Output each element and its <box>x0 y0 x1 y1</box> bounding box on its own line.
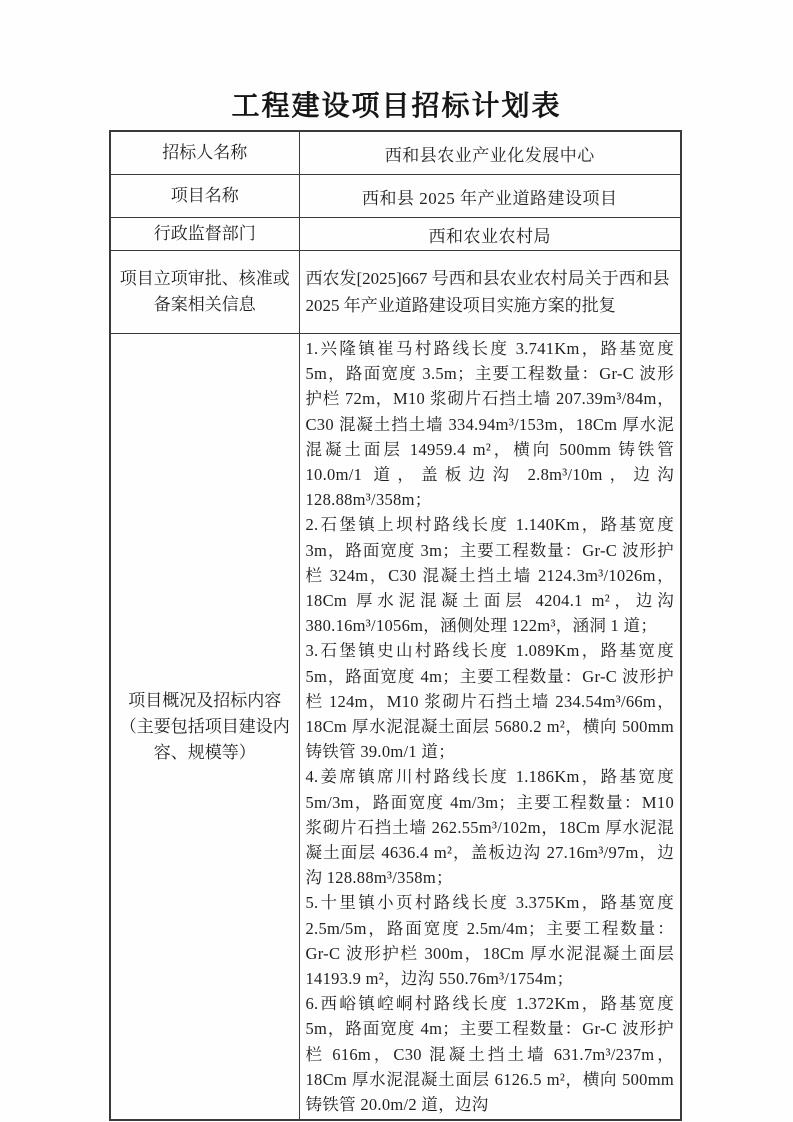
project-overview-label: 项目概况及招标内容（主要包括项目建设内容、规模等） <box>110 334 299 1121</box>
table-row-project-overview <box>110 334 681 1121</box>
table-row-supervising-department <box>110 218 681 251</box>
supervising-department-value: 西和农业农村局 <box>299 218 681 251</box>
tenderer-name-label: 招标人名称 <box>110 131 299 175</box>
tenderer-name-value: 西和县农业产业化发展中心 <box>299 131 681 175</box>
overview-item-5: 5.十里镇小页村路线长度 3.375Km，路基宽度 2.5m/5m，路面宽度 2.5m/4m；主要工程数量：Gr-C 波形护栏 300m，18Cm 厚水泥混凝土面层 14193.9 m²，边沟 550.76m³/1754m； <box>305 893 674 989</box>
table-row-approval-info <box>110 251 681 334</box>
overview-item-2: 2.石堡镇上坝村路线长度 1.140Km，路基宽度 3m，路面宽度 3m；主要工程数量：Gr-C 波形护栏 324m，C30 混凝土挡土墙 2124.3m³/1026m，18Cm 厚水泥混凝土面层 4204.1 m²，边沟 380.16m³/1056m，涵侧处理 122m³，涵洞 1 道； <box>305 515 674 636</box>
approval-info-value: 西农发[2025]667 号西和县农业农村局关于西和县 2025 年产业道路建设项目实施方案的批复 <box>299 251 681 334</box>
overview-item-4: 4.姜席镇席川村路线长度 1.186Km，路基宽度 5m/3m，路面宽度 4m/3m；主要工程数量：M10 浆砌片石挡土墙 262.55m³/102m，18Cm 厚水泥混凝土面层 4636.4 m²，盖板边沟 27.16m³/97m，边沟 128.88m³/358m； <box>305 767 674 888</box>
overview-item-3: 3.石堡镇史山村路线长度 1.089Km，路基宽度 5m，路面宽度 4m；主要工程数量：Gr-C 波形护栏 124m，M10 浆砌片石挡土墙 234.54m³/66m，18Cm 厚水泥混凝土面层 5680.2 m²，横向 500mm 铸铁管 39.0m/1 道； <box>305 641 674 762</box>
project-overview-value <box>299 334 681 1121</box>
bidding-plan-table <box>109 130 682 1121</box>
supervising-department-label: 行政监督部门 <box>110 218 299 251</box>
overview-item-1: 1.兴隆镇崔马村路线长度 3.741Km，路基宽度 5m，路面宽度 3.5m；主要工程数量：Gr-C 波形护栏 72m，M10 浆砌片石挡土墙 207.39m³/84m，C30 混凝土挡土墙 334.94m³/153m，18Cm 厚水泥混凝土面层 14959.4 m²，横向 500mm 铸铁管 10.0m/1 道，盖板边沟 2.8m³/10m，边沟 128.88m³/358m； <box>305 339 674 510</box>
table-row-tenderer <box>110 131 681 175</box>
overview-item-6: 6.西峪镇崆峒村路线长度 1.372Km，路基宽度 5m，路面宽度 4m；主要工程数量：Gr-C 波形护栏 616m，C30 混凝土挡土墙 631.7m³/237m，18Cm 厚水泥混凝土面层 6126.5 m²，横向 500mm 铸铁管 20.0m/2 道，边沟 <box>305 994 674 1115</box>
table-row-project-name <box>110 175 681 218</box>
project-name-value: 西和县 2025 年产业道路建设项目 <box>299 175 681 218</box>
approval-info-label: 项目立项审批、核准或备案相关信息 <box>110 251 299 334</box>
project-name-label: 项目名称 <box>110 175 299 218</box>
document-title: 工程建设项目招标计划表 <box>231 91 562 122</box>
